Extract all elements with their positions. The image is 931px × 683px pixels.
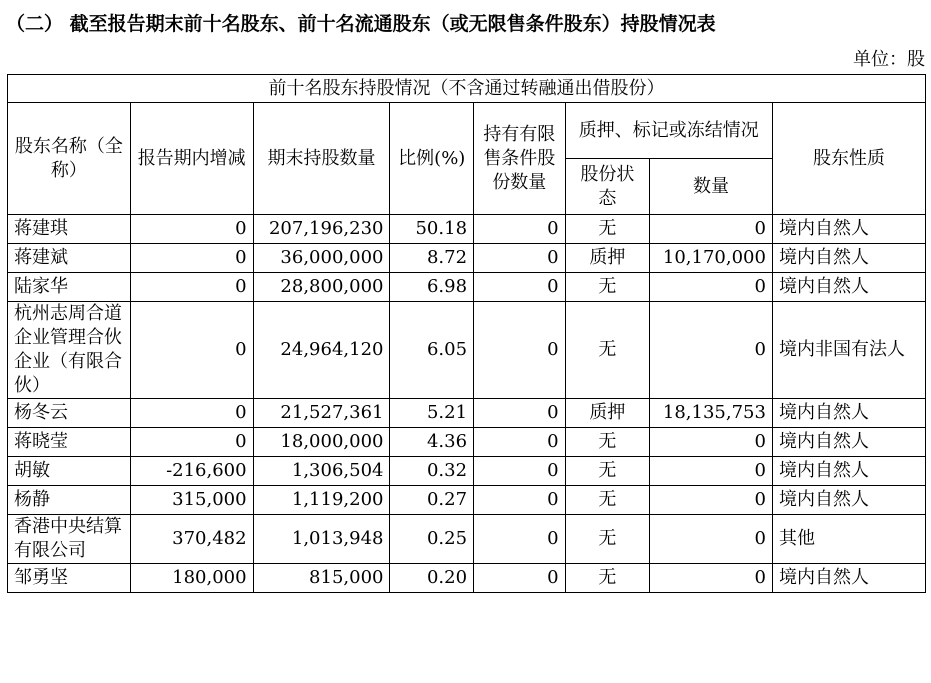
cell-pledge-amount: 0 bbox=[650, 215, 773, 244]
cell-pledge-status: 无 bbox=[565, 215, 650, 244]
col-header-name: 股东名称（全称） bbox=[8, 103, 131, 215]
cell-shares: 1,306,504 bbox=[253, 457, 390, 486]
cell-shares: 36,000,000 bbox=[253, 244, 390, 273]
cell-ratio: 50.18 bbox=[390, 215, 474, 244]
cell-nature: 境内自然人 bbox=[772, 215, 925, 244]
cell-ratio: 0.25 bbox=[390, 515, 474, 564]
cell-change: -216,600 bbox=[130, 457, 253, 486]
cell-pledge-status: 质押 bbox=[565, 244, 650, 273]
cell-nature: 境内自然人 bbox=[772, 486, 925, 515]
col-header-ratio: 比例(%) bbox=[390, 103, 474, 215]
cell-change: 315,000 bbox=[130, 486, 253, 515]
cell-pledge-status: 无 bbox=[565, 302, 650, 399]
table-row bbox=[8, 302, 926, 399]
cell-shares: 18,000,000 bbox=[253, 428, 390, 457]
cell-shareholder-name: 杨冬云 bbox=[8, 399, 131, 428]
cell-shareholder-name: 蒋建琪 bbox=[8, 215, 131, 244]
cell-ratio: 6.05 bbox=[390, 302, 474, 399]
cell-shareholder-name: 香港中央结算有限公司 bbox=[8, 515, 131, 564]
table-row bbox=[8, 399, 926, 428]
cell-restricted: 0 bbox=[474, 244, 566, 273]
table-row bbox=[8, 564, 926, 593]
cell-nature: 境内自然人 bbox=[772, 564, 925, 593]
cell-pledge-amount: 0 bbox=[650, 273, 773, 302]
col-header-shares: 期末持股数量 bbox=[253, 103, 390, 215]
cell-pledge-status: 无 bbox=[565, 428, 650, 457]
cell-ratio: 8.72 bbox=[390, 244, 474, 273]
cell-shareholder-name: 蒋晓莹 bbox=[8, 428, 131, 457]
cell-pledge-amount: 0 bbox=[650, 428, 773, 457]
cell-nature: 境内自然人 bbox=[772, 457, 925, 486]
unit-label: 单位：股 bbox=[853, 49, 925, 70]
cell-ratio: 6.98 bbox=[390, 273, 474, 302]
cell-ratio: 0.20 bbox=[390, 564, 474, 593]
cell-change: 370,482 bbox=[130, 515, 253, 564]
col-header-pledge-amount: 数量 bbox=[650, 159, 773, 215]
cell-shareholder-name: 胡敏 bbox=[8, 457, 131, 486]
cell-change: 0 bbox=[130, 215, 253, 244]
cell-nature: 境内自然人 bbox=[772, 428, 925, 457]
table-row bbox=[8, 515, 926, 564]
cell-shares: 24,964,120 bbox=[253, 302, 390, 399]
col-header-pledge-status: 股份状态 bbox=[565, 159, 650, 215]
cell-ratio: 5.21 bbox=[390, 399, 474, 428]
col-header-nature: 股东性质 bbox=[772, 103, 925, 215]
cell-ratio: 4.36 bbox=[390, 428, 474, 457]
cell-shares: 28,800,000 bbox=[253, 273, 390, 302]
top-ten-shareholders-table bbox=[7, 74, 926, 593]
cell-restricted: 0 bbox=[474, 399, 566, 428]
cell-pledge-amount: 0 bbox=[650, 302, 773, 399]
cell-shareholder-name: 邹勇坚 bbox=[8, 564, 131, 593]
cell-pledge-amount: 18,135,753 bbox=[650, 399, 773, 428]
cell-shares: 1,013,948 bbox=[253, 515, 390, 564]
cell-shareholder-name: 陆家华 bbox=[8, 273, 131, 302]
cell-shareholder-name: 杭州志周合道企业管理合伙企业（有限合伙） bbox=[8, 302, 131, 399]
col-header-pledge-group: 质押、标记或冻结情况 bbox=[565, 103, 772, 159]
cell-pledge-status: 无 bbox=[565, 273, 650, 302]
cell-nature: 境内自然人 bbox=[772, 244, 925, 273]
cell-shares: 21,527,361 bbox=[253, 399, 390, 428]
cell-pledge-status: 质押 bbox=[565, 399, 650, 428]
cell-shareholder-name: 蒋建斌 bbox=[8, 244, 131, 273]
cell-restricted: 0 bbox=[474, 302, 566, 399]
cell-change: 0 bbox=[130, 244, 253, 273]
cell-restricted: 0 bbox=[474, 515, 566, 564]
cell-pledge-amount: 0 bbox=[650, 457, 773, 486]
cell-pledge-amount: 0 bbox=[650, 486, 773, 515]
table-row bbox=[8, 457, 926, 486]
table-row bbox=[8, 428, 926, 457]
cell-nature: 境内自然人 bbox=[772, 399, 925, 428]
cell-restricted: 0 bbox=[474, 564, 566, 593]
table-row bbox=[8, 273, 926, 302]
cell-change: 0 bbox=[130, 399, 253, 428]
cell-change: 0 bbox=[130, 302, 253, 399]
cell-pledge-status: 无 bbox=[565, 564, 650, 593]
cell-ratio: 0.32 bbox=[390, 457, 474, 486]
cell-pledge-status: 无 bbox=[565, 515, 650, 564]
section-heading: （二） 截至报告期末前十名股东、前十名流通股东（或无限售条件股东）持股情况表 bbox=[6, 13, 716, 35]
table-row bbox=[8, 486, 926, 515]
cell-change: 0 bbox=[130, 273, 253, 302]
cell-pledge-status: 无 bbox=[565, 486, 650, 515]
table-row bbox=[8, 215, 926, 244]
table-title: 前十名股东持股情况（不含通过转融通出借股份） bbox=[8, 75, 926, 103]
col-header-restricted: 持有有限售条件股份数量 bbox=[474, 103, 566, 215]
cell-nature: 其他 bbox=[772, 515, 925, 564]
cell-nature: 境内非国有法人 bbox=[772, 302, 925, 399]
cell-shares: 815,000 bbox=[253, 564, 390, 593]
cell-restricted: 0 bbox=[474, 457, 566, 486]
cell-shares: 207,196,230 bbox=[253, 215, 390, 244]
cell-change: 180,000 bbox=[130, 564, 253, 593]
cell-shares: 1,119,200 bbox=[253, 486, 390, 515]
col-header-change: 报告期内增减 bbox=[130, 103, 253, 215]
cell-pledge-status: 无 bbox=[565, 457, 650, 486]
cell-pledge-amount: 0 bbox=[650, 515, 773, 564]
cell-ratio: 0.27 bbox=[390, 486, 474, 515]
cell-restricted: 0 bbox=[474, 486, 566, 515]
cell-restricted: 0 bbox=[474, 273, 566, 302]
cell-shareholder-name: 杨静 bbox=[8, 486, 131, 515]
cell-pledge-amount: 0 bbox=[650, 564, 773, 593]
cell-nature: 境内自然人 bbox=[772, 273, 925, 302]
cell-change: 0 bbox=[130, 428, 253, 457]
cell-restricted: 0 bbox=[474, 215, 566, 244]
cell-pledge-amount: 10,170,000 bbox=[650, 244, 773, 273]
table-row bbox=[8, 244, 926, 273]
cell-restricted: 0 bbox=[474, 428, 566, 457]
